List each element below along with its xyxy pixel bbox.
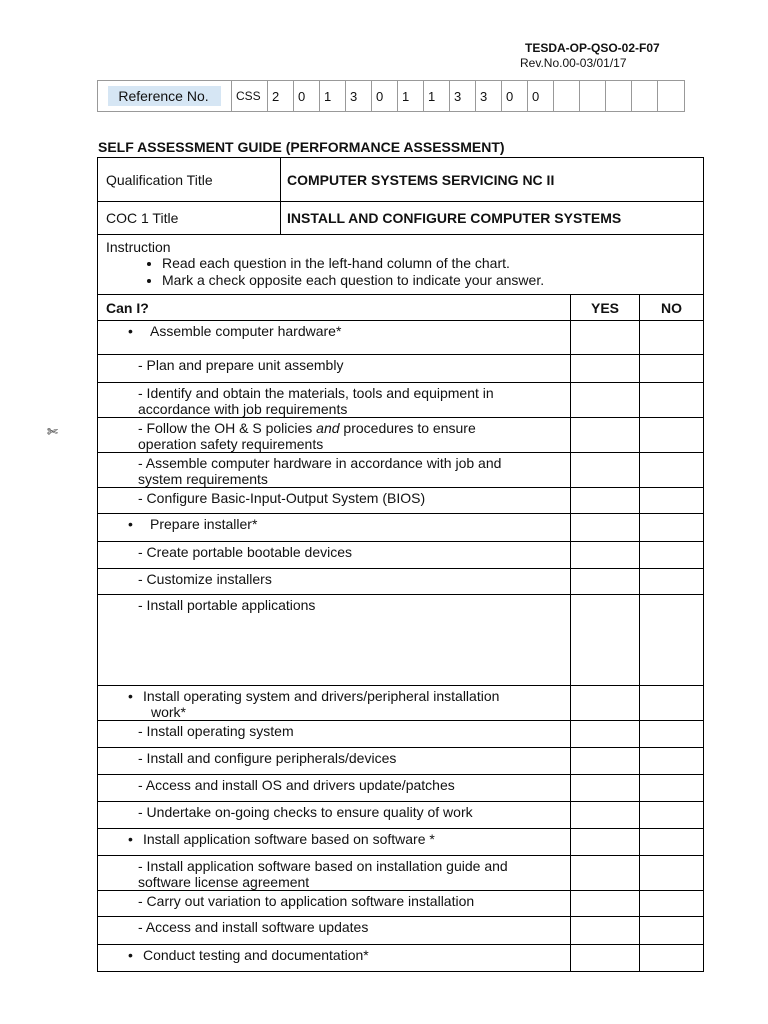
question-text: Prepare installer* (150, 516, 258, 532)
question-text: - Configure Basic-Input-Output System (BIOS) (138, 490, 426, 506)
form-code: TESDA-OP-QSO-02-F07 (525, 41, 660, 55)
question-cell (98, 721, 571, 748)
no-checkbox[interactable] (640, 856, 704, 891)
question-row (98, 748, 704, 775)
question-text: - Follow the OH & S policies (138, 420, 317, 436)
reference-number-bar (97, 80, 685, 112)
yes-checkbox[interactable] (571, 488, 640, 514)
question-text: Conduct testing and documentation* (143, 947, 369, 963)
question-cell (98, 355, 571, 383)
question-row (98, 418, 704, 453)
instruction-row (98, 235, 704, 295)
question-cell (98, 514, 571, 542)
no-checkbox[interactable] (640, 542, 704, 569)
revision-number: Rev.No.00-03/01/17 (520, 56, 627, 70)
question-cell (98, 418, 571, 453)
reference-cell (632, 81, 658, 111)
question-text: - Install application software based on installation guide and (138, 858, 508, 874)
question-text: - Customize installers (138, 571, 272, 587)
no-checkbox[interactable] (640, 488, 704, 514)
question-row (98, 542, 704, 569)
question-header: Can I? (98, 295, 571, 321)
yes-checkbox[interactable] (571, 945, 640, 972)
question-cell (98, 945, 571, 972)
reference-cell: 3 (476, 81, 502, 111)
question-text: - Access and install software updates (138, 919, 369, 935)
bullet-icon: • (128, 831, 133, 847)
reference-cell: CSS (232, 81, 268, 111)
reference-cell: 0 (372, 81, 398, 111)
question-text-cont: system requirements (138, 471, 268, 487)
question-text: procedures to ensure (339, 420, 476, 436)
question-text: - Undertake on-going checks to ensure quality of work (138, 804, 473, 820)
question-text: Assemble computer hardware* (150, 323, 342, 339)
question-cell (98, 686, 571, 721)
question-row (98, 514, 704, 542)
yes-checkbox[interactable] (571, 542, 640, 569)
question-text: - Carry out variation to application software installation (138, 893, 475, 909)
question-row (98, 802, 704, 829)
question-row (98, 569, 704, 595)
question-cell (98, 891, 571, 917)
coc-value: INSTALL AND CONFIGURE COMPUTER SYSTEMS (281, 202, 704, 235)
no-checkbox[interactable] (640, 802, 704, 829)
question-text: - Assemble computer hardware in accordance with job and (138, 455, 502, 471)
reference-cell (606, 81, 632, 111)
question-row (98, 355, 704, 383)
reference-cell: 2 (268, 81, 294, 111)
assessment-table (97, 157, 704, 972)
question-row (98, 775, 704, 802)
qualification-label: Qualification Title (98, 158, 281, 202)
yes-checkbox[interactable] (571, 383, 640, 418)
bullet-icon: • (128, 688, 133, 704)
yes-checkbox[interactable] (571, 721, 640, 748)
coc-row (98, 202, 704, 235)
qualification-value: COMPUTER SYSTEMS SERVICING NC II (281, 158, 704, 202)
reference-cell: 1 (424, 81, 450, 111)
yes-checkbox[interactable] (571, 891, 640, 917)
question-cell (98, 321, 571, 355)
no-checkbox[interactable] (640, 748, 704, 775)
qualification-row (98, 158, 704, 202)
no-checkbox[interactable] (640, 686, 704, 721)
question-row (98, 945, 704, 972)
no-checkbox[interactable] (640, 775, 704, 802)
question-cell (98, 595, 571, 686)
reference-cell (580, 81, 606, 111)
question-cell (98, 829, 571, 856)
question-text: - Identify and obtain the materials, tools and equipment in (138, 385, 494, 401)
question-row (98, 721, 704, 748)
yes-header: YES (571, 295, 640, 321)
yes-checkbox[interactable] (571, 355, 640, 383)
reference-cell (554, 81, 580, 111)
bullet-icon: • (128, 516, 133, 532)
question-row (98, 321, 704, 355)
no-checkbox[interactable] (640, 891, 704, 917)
yes-checkbox[interactable] (571, 686, 640, 721)
question-text: Install application software based on software * (143, 831, 435, 847)
question-text: - Install and configure peripherals/devices (138, 750, 397, 766)
yes-checkbox[interactable] (571, 917, 640, 945)
no-checkbox[interactable] (640, 514, 704, 542)
reference-label-cell (98, 81, 232, 111)
reference-cell: 3 (346, 81, 372, 111)
question-text-cont: accordance with job requirements (138, 401, 348, 417)
instruction-list (106, 255, 695, 289)
question-cell (98, 856, 571, 891)
no-checkbox[interactable] (640, 595, 704, 686)
coc-label: COC 1 Title (98, 202, 281, 235)
question-row (98, 488, 704, 514)
reference-cell: 0 (502, 81, 528, 111)
question-row (98, 917, 704, 945)
question-text: - Create portable bootable devices (138, 544, 353, 560)
bullet-icon: • (128, 947, 133, 963)
reference-cell (658, 81, 684, 111)
question-text: - Access and install OS and drivers update/patches (138, 777, 455, 793)
instruction-heading: Instruction (106, 239, 171, 255)
reference-cell: 1 (398, 81, 424, 111)
yes-checkbox[interactable] (571, 569, 640, 595)
question-cell (98, 802, 571, 829)
yes-checkbox[interactable] (571, 856, 640, 891)
question-text-cont: work* (151, 704, 187, 720)
no-checkbox[interactable] (640, 945, 704, 972)
yes-checkbox[interactable] (571, 829, 640, 856)
yes-checkbox[interactable] (571, 802, 640, 829)
bullet-icon: • (128, 323, 133, 339)
yes-checkbox[interactable] (571, 514, 640, 542)
no-checkbox[interactable] (640, 917, 704, 945)
reference-cell: 0 (294, 81, 320, 111)
question-cell (98, 542, 571, 569)
instruction-item: • Mark a check opposite each question to indicate your answer. (162, 272, 695, 289)
question-text: - Install operating system (138, 723, 294, 739)
question-row (98, 383, 704, 418)
no-checkbox[interactable] (640, 453, 704, 488)
reference-cell: 0 (528, 81, 554, 111)
question-cell (98, 453, 571, 488)
question-cell (98, 488, 571, 514)
yes-checkbox[interactable] (571, 775, 640, 802)
question-text-italic: and (316, 420, 340, 436)
no-checkbox[interactable] (640, 569, 704, 595)
question-row (98, 829, 704, 856)
no-checkbox[interactable] (640, 829, 704, 856)
instruction-item: • Read each question in the left-hand column of the chart. (162, 255, 695, 272)
no-header: NO (640, 295, 704, 321)
yes-checkbox[interactable] (571, 748, 640, 775)
question-row (98, 453, 704, 488)
question-row (98, 595, 704, 686)
no-checkbox[interactable] (640, 418, 704, 453)
reference-cell: 1 (320, 81, 346, 111)
question-row (98, 686, 704, 721)
question-text-cont: operation safety requirements (138, 436, 324, 452)
instruction-cell (98, 235, 704, 295)
question-text: - Plan and prepare unit assembly (138, 357, 344, 373)
reference-cell: 3 (450, 81, 476, 111)
question-cell (98, 775, 571, 802)
yes-checkbox[interactable] (571, 418, 640, 453)
yes-checkbox[interactable] (571, 321, 640, 355)
question-row (98, 891, 704, 917)
question-text-cont: software license agreement (138, 874, 310, 890)
yes-checkbox[interactable] (571, 595, 640, 686)
no-checkbox[interactable] (640, 321, 704, 355)
scissors-icon: ✄ (47, 424, 58, 439)
question-cell (98, 748, 571, 775)
yes-checkbox[interactable] (571, 453, 640, 488)
column-header-row (98, 295, 704, 321)
reference-label: Reference No. (108, 86, 220, 106)
document-title: SELF ASSESSMENT GUIDE (PERFORMANCE ASSESSMENT) (98, 139, 505, 155)
no-checkbox[interactable] (640, 721, 704, 748)
no-checkbox[interactable] (640, 383, 704, 418)
question-text: - Install portable applications (138, 597, 316, 613)
question-cell (98, 917, 571, 945)
no-checkbox[interactable] (640, 355, 704, 383)
question-cell (98, 383, 571, 418)
question-text: Install operating system and drivers/peripheral installation (143, 688, 500, 704)
question-row (98, 856, 704, 891)
question-cell (98, 569, 571, 595)
